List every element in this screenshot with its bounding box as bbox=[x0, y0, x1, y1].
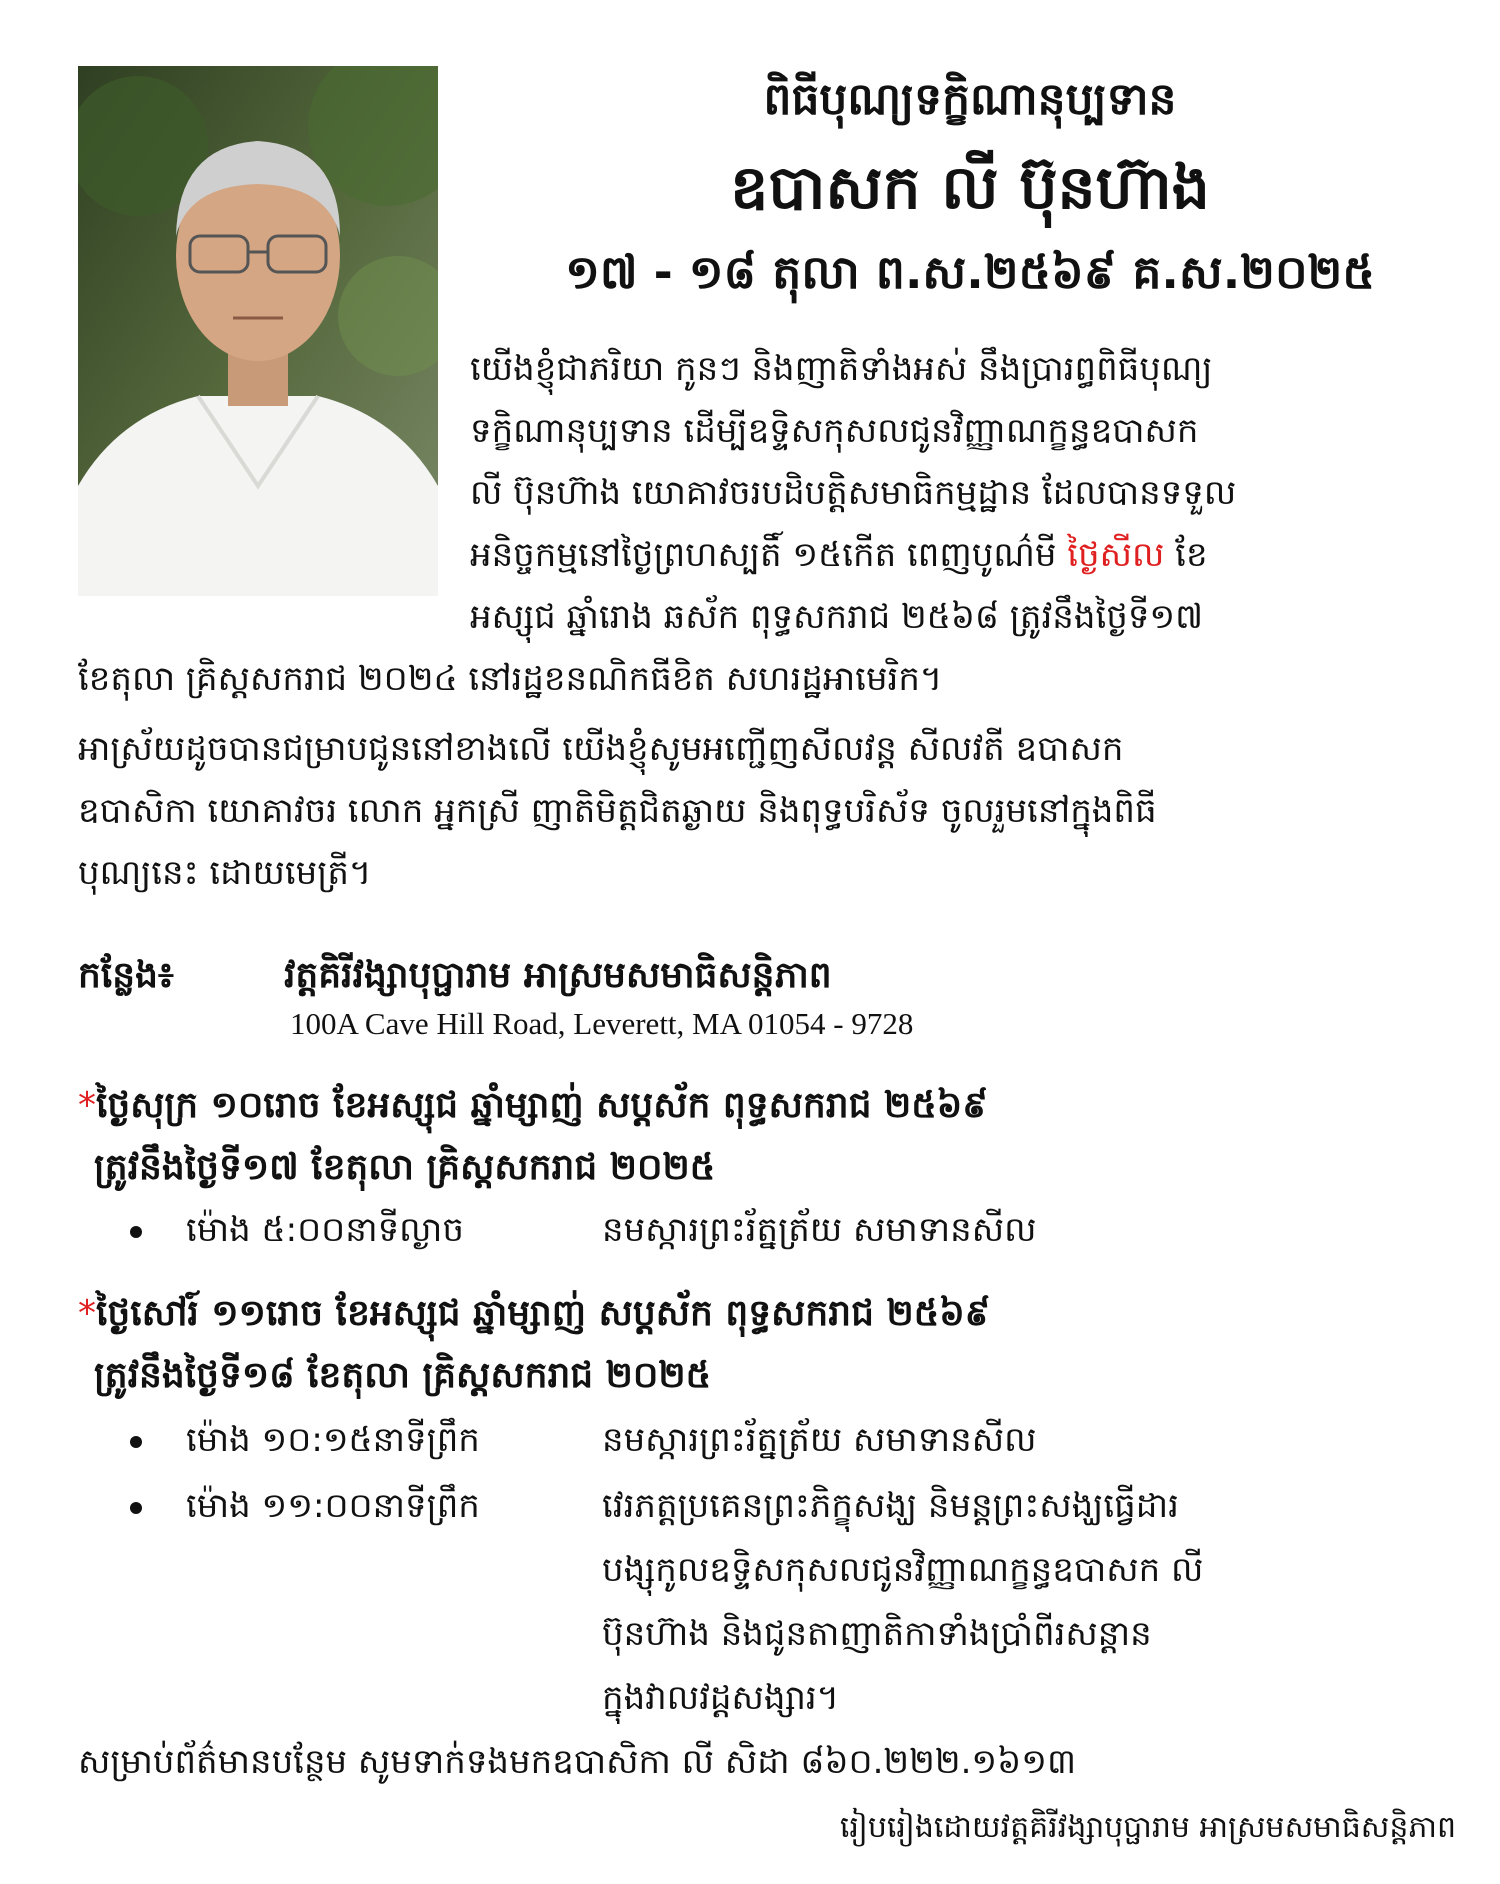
intro-line-2: ទក្ខិណានុប្បទាន ដើម្បីឧទ្ទិសកុសលជូនវិញ្ញាណក្ខន្ធឧបាសក bbox=[470, 411, 1199, 451]
day-2-item-2-activity-line-2: បង្សុកូលឧទ្ទិសកុសលជូនវិញ្ញាណក្ខន្ធឧបាសក លី bbox=[602, 1550, 1204, 1590]
portrait-photo bbox=[78, 66, 438, 596]
day-2-solar-date: ត្រូវនឹងថ្ងៃទី១៨ ខែតុលា គ្រិស្តសករាជ ២០២៥ bbox=[94, 1355, 712, 1396]
intro-line-4 bbox=[470, 524, 1470, 586]
place-address: 100A Cave Hill Road, Leverett, MA 01054 - 9728 bbox=[290, 1006, 914, 1041]
invitation-paragraph bbox=[78, 718, 1478, 904]
invitation-line-1: អាស្រ័យដូចបានជម្រាបជូននៅខាងលើ យើងខ្ញុំសូមអញ្ជើញសីលវន្ត សីលវតី ឧបាសក bbox=[78, 729, 1124, 769]
contact-info: សម្រាប់ព័ត៌មានបន្ថែម សូមទាក់ទងមកឧបាសិកា លី សិដា ៨៦០.២២២.១៦១៣ bbox=[78, 1742, 1077, 1782]
intro-paragraph bbox=[470, 338, 1470, 648]
day-1-lunar-date: ថ្ងៃសុក្រ ១០រោច ខែអស្សុជ ឆ្នាំម្សាញ់ សប្តស័ក ពុទ្ធសករាជ ២៥៦៩ bbox=[96, 1085, 988, 1126]
place-label: កន្លែង៖ bbox=[78, 955, 174, 996]
bullet-dot-icon bbox=[130, 1502, 142, 1514]
ceremony-title: ពិធីបុណ្យទក្ខិណានុប្បទាន bbox=[763, 74, 1177, 125]
day-1-heading bbox=[78, 1082, 988, 1135]
organizer-credit: រៀបរៀងដោយវត្តគិរីវង្សាបុប្ផារាម អាស្រមសមាធិសន្តិភាព bbox=[839, 1810, 1456, 1845]
day-2-item-1-activity: នមស្ការព្រះរ័ត្នត្រ័យ សមាទានសីល bbox=[602, 1420, 1037, 1460]
place-name: វត្តគិរីវង្សាបុប្ផារាម អាស្រមសមាធិសន្តិភាព bbox=[284, 955, 832, 996]
intro-line-1: យើងខ្ញុំជាភរិយា កូនៗ និងញាតិទាំងអស់ នឹងប្រារព្ធពិធីបុណ្យ bbox=[470, 349, 1213, 389]
bullet-dot-icon bbox=[130, 1436, 142, 1448]
day-2-item-1-time: ម៉ោង ១០:១៥នាទីព្រឹក bbox=[186, 1420, 480, 1460]
invitation-line-3: បុណ្យនេះ ដោយមេត្រី។ bbox=[78, 853, 372, 893]
day-2-item-2-activity-line-4: ក្នុងវាលវដ្តសង្សារ។ bbox=[602, 1678, 840, 1718]
day-1-item-1-time: ម៉ោង ៥:០០នាទីល្ងាច bbox=[186, 1210, 464, 1250]
day-2-item-2-time: ម៉ោង ១១:០០នាទីព្រឹក bbox=[186, 1486, 480, 1526]
invitation-line-2: ឧបាសិកា យោគាវចរ លោក អ្នកស្រី ញាតិមិត្តជិតឆ្ងាយ និងពុទ្ធបរិស័ទ ចូលរួមនៅក្នុងពិធី bbox=[78, 791, 1157, 831]
day-2-heading bbox=[78, 1290, 990, 1343]
day-1-solar-date: ត្រូវនឹងថ្ងៃទី១៧ ខែតុលា គ្រិស្តសករាជ ២០២៥ bbox=[94, 1147, 716, 1188]
intro-line-3: លី ប៊ុនហ៊ាង យោគាវចរបដិបត្តិសមាធិកម្មដ្ឋាន ដែលបានទទួល bbox=[470, 473, 1237, 513]
day-2-item-2-activity-line-1: វេរភត្តប្រគេនព្រះភិក្ខុសង្ឃ និមន្តព្រះសង្ឃធ្វើដារ bbox=[602, 1486, 1179, 1526]
bullet-dot-icon bbox=[130, 1226, 142, 1238]
day-2-lunar-date: ថ្ងៃសៅរ៍ ១១រោច ខែអស្សុជ ឆ្នាំម្សាញ់ សប្តស័ក ពុទ្ធសករាជ ២៥៦៩ bbox=[96, 1293, 991, 1334]
asterisk-icon: * bbox=[78, 1085, 96, 1126]
portrait-illustration bbox=[78, 66, 438, 596]
intro-line-4-start: អនិច្ចកម្មនៅថ្ងៃព្រហស្បតិ៍ ១៥កើត ពេញបូណ៌មី bbox=[470, 535, 1068, 575]
asterisk-icon: * bbox=[78, 1293, 96, 1334]
intro-line-5: អស្សុជ ឆ្នាំរោង ឆស័ក ពុទ្ធសករាជ ២៥៦៨ ត្រូវនឹងថ្ងៃទី១៧ bbox=[470, 597, 1204, 637]
deceased-name: ឧបាសក លី ប៊ុនហ៊ាង bbox=[730, 153, 1210, 223]
intro-line-4-end: ខែ bbox=[1164, 535, 1208, 575]
sila-day-highlight: ថ្ងៃសីល bbox=[1067, 535, 1165, 575]
day-1-item-1-activity: នមស្ការព្រះរ័ត្នត្រ័យ សមាទានសីល bbox=[602, 1210, 1037, 1250]
intro-line-6: ខែតុលា គ្រិស្តសករាជ ២០២៤ នៅរដ្ឋខនណិកធីខិត សហរដ្ឋអាមេរិក។ bbox=[78, 659, 943, 699]
ceremony-dates: ១៧ - ១៨ តុលា ព.ស.២៥៦៩ គ.ស.២០២៥ bbox=[565, 245, 1375, 299]
day-2-item-2-activity-line-3: ប៊ុនហ៊ាង និងជូនតាញាតិកាទាំងប្រាំពីរសន្តាន bbox=[602, 1614, 1152, 1654]
